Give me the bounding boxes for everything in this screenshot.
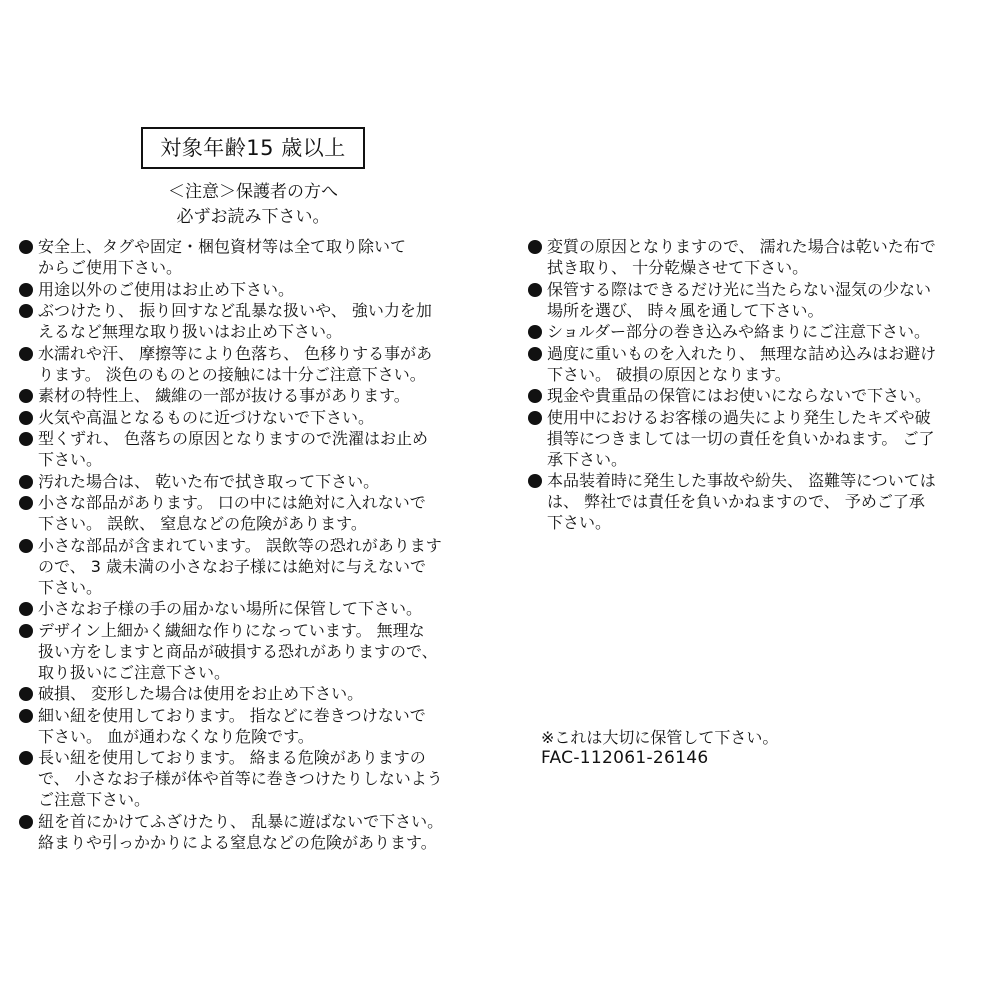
- warning-line: 紐を首にかけてふざけたり、 乱暴に遊ばないで下さい。: [38, 811, 444, 831]
- warning-item: [18, 705, 488, 747]
- age-rating-box: 対象年齢15 歳以上: [141, 127, 365, 169]
- warning-item: [18, 279, 488, 300]
- warning-line: 承下さい。: [547, 449, 628, 469]
- warning-line: デザイン上細かく繊細な作りになっています。 無理な: [38, 620, 425, 640]
- warning-line: 絡まりや引っかかりによる窒息などの危険があります。: [38, 832, 437, 852]
- warning-line: 下さい。: [38, 450, 103, 469]
- warning-line: 本品装着時に発生した事故や紛失、 盗難等については: [547, 471, 936, 490]
- warning-item: [18, 385, 488, 406]
- warning-item: [18, 598, 488, 619]
- warning-line: 下さい。: [547, 513, 612, 532]
- warning-item: [18, 471, 488, 492]
- bullet-icon: [19, 389, 33, 403]
- bullet-icon: [528, 474, 542, 488]
- storage-note: ※これは大切に保管して下さい。: [541, 728, 779, 747]
- caution-line-2: 必ずお読み下さい。: [176, 207, 330, 227]
- warning-line: ので、 3 歳未満の小さなお子様には絶対に与えないで: [38, 556, 427, 576]
- warning-item: [527, 236, 982, 278]
- warning-line: 下さい。 血が通わなくなり危険です。: [38, 726, 314, 746]
- bullet-icon: [19, 496, 33, 510]
- warning-line: 安全上、タグや固定・梱包資材等は全て取り除いて: [38, 237, 407, 256]
- warning-line: 下さい。 誤飲、 窒息などの危険があります。: [38, 514, 367, 533]
- bullet-icon: [19, 304, 33, 318]
- warning-line: 損等につきましては一切の責任を負いかねます。 ご了: [547, 428, 935, 448]
- warning-line: 長い紐を使用しております。 絡まる危険がありますの: [38, 748, 426, 767]
- left-column-warnings: [18, 236, 488, 853]
- bullet-icon: [528, 325, 542, 339]
- warning-line: 素材の特性上、 繊維の一部が抜ける事があります。: [38, 386, 410, 405]
- warning-line: 水濡れや汗、 摩擦等により色落ち、 色移りする事があ: [38, 343, 433, 363]
- bullet-icon: [19, 709, 33, 723]
- warning-item: [18, 535, 488, 598]
- warning-item: [18, 811, 488, 853]
- bullet-icon: [528, 411, 542, 425]
- warning-item: [527, 321, 982, 342]
- warning-item: [527, 279, 982, 321]
- product-code: FAC-112061-26146: [541, 748, 709, 768]
- warning-line: 場所を選び、 時々風を通して下さい。: [547, 300, 824, 320]
- warning-line: 小さな部品があります。 口の中には絶対に入れないで: [38, 493, 426, 512]
- warning-line: 変質の原因となりますので、 濡れた場合は乾いた布で: [547, 237, 936, 256]
- warning-item: [527, 470, 982, 533]
- caution-heading: [120, 180, 386, 230]
- warning-line: ショルダー部分の巻き込みや絡まりにご注意下さい。: [547, 322, 931, 341]
- warning-item: [18, 300, 488, 342]
- bullet-icon: [528, 389, 542, 403]
- warning-line: 下さい。 破損の原因となります。: [547, 364, 791, 384]
- warning-item: [18, 236, 488, 278]
- warning-line: ぶつけたり、 振り回すなど乱暴な扱いや、 強い力を加: [38, 301, 432, 320]
- bullet-icon: [528, 283, 542, 297]
- warning-line: 細い紐を使用しております。 指などに巻きつけないで: [38, 705, 426, 725]
- warning-line: 火気や高温となるものに近づけないで下さい。: [38, 407, 375, 427]
- bullet-icon: [19, 347, 33, 361]
- bullet-icon: [19, 432, 33, 446]
- bullet-icon: [19, 539, 33, 553]
- warning-line: 汚れた場合は、 乾いた布で拭き取って下さい。: [38, 471, 380, 491]
- warning-line: 使用中におけるお客様の過失により発生したキズや破: [547, 407, 931, 427]
- warning-item: [18, 407, 488, 428]
- bullet-icon: [19, 602, 33, 616]
- warning-line: ります。 淡色のものとの接触には十分ご注意下さい。: [38, 364, 426, 384]
- bullet-icon: [19, 751, 33, 765]
- warning-line: からご使用下さい。: [38, 258, 183, 277]
- bullet-icon: [19, 283, 33, 297]
- warning-line: ご注意下さい。: [38, 790, 151, 809]
- bullet-icon: [19, 411, 33, 425]
- warning-line: 小さなお子様の手の届かない場所に保管して下さい。: [38, 599, 423, 618]
- warning-line: 破損、 変形した場合は使用をお止め下さい。: [38, 684, 364, 703]
- bullet-icon: [19, 240, 33, 254]
- warning-line: 現金や貴重品の保管にはお使いにならないで下さい。: [547, 386, 932, 405]
- bullet-icon: [528, 347, 542, 361]
- warning-item: [18, 747, 488, 810]
- warning-line: 下さい。: [38, 577, 103, 597]
- warning-line: えるなど無理な取り扱いはお止め下さい。: [38, 322, 343, 341]
- warning-item: [527, 407, 982, 470]
- warning-line: 小さな部品が含まれています。 誤飲等の恐れがあります: [38, 535, 442, 555]
- warning-line: 型くずれ、 色落ちの原因となりますので洗濯はお止め: [38, 429, 429, 448]
- warning-item: [527, 343, 982, 385]
- warning-item: [18, 683, 488, 704]
- bullet-icon: [19, 624, 33, 638]
- bullet-icon: [528, 240, 542, 254]
- warning-line: 保管する際はできるだけ光に当たらない湿気の少ない: [547, 279, 932, 299]
- bullet-icon: [19, 475, 33, 489]
- warning-item: [18, 428, 488, 470]
- bullet-icon: [19, 815, 33, 829]
- bullet-icon: [19, 687, 33, 701]
- warning-item: [18, 492, 488, 534]
- warning-line: で、 小さなお子様が体や首等に巻きつけたりしないよう: [38, 769, 443, 788]
- warning-item: [527, 385, 982, 406]
- caution-line-1: ＜注意＞保護者の方へ: [168, 182, 338, 202]
- warning-line: 取り扱いにご注意下さい。: [38, 662, 231, 682]
- warning-item: [18, 620, 488, 683]
- footer-notes: [541, 727, 778, 769]
- warning-line: 扱い方をしますと商品が破損する恐れがありますので、: [38, 641, 438, 661]
- warning-line: 用途以外のご使用はお止め下さい。: [38, 279, 295, 299]
- warning-line: 拭き取り、 十分乾燥させて下さい。: [547, 258, 809, 277]
- warning-line: 過度に重いものを入れたり、 無理な詰め込みはお避け: [547, 343, 937, 363]
- warning-item: [18, 343, 488, 385]
- warning-line: は、 弊社では責任を負いかねますので、 予めご了承: [547, 492, 925, 511]
- right-column-warnings: [527, 236, 982, 534]
